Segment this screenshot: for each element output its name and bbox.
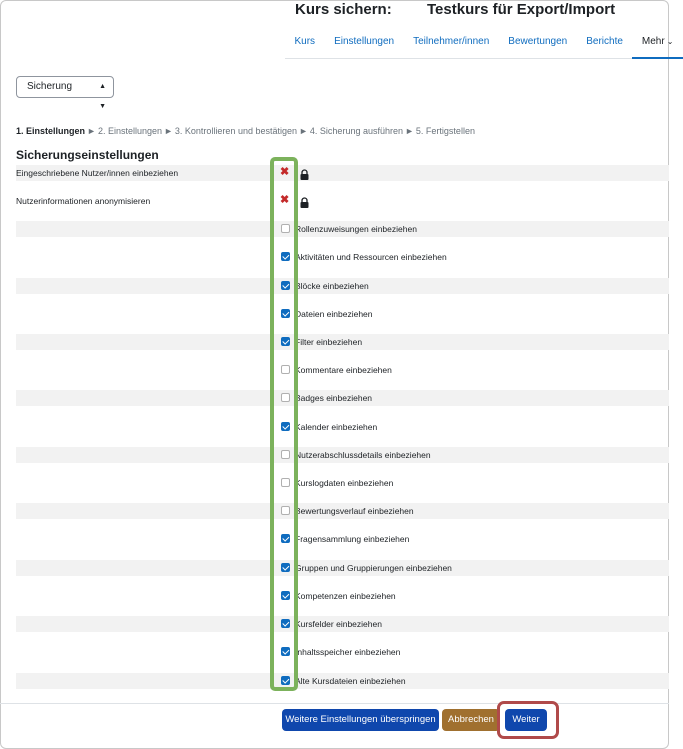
setting-checkbox[interactable]: [280, 590, 292, 602]
checkbox-checked[interactable]: [281, 281, 290, 290]
step-3: 3. Kontrollieren und bestätigen: [174, 126, 297, 136]
step-separator-icon: ►: [299, 126, 308, 136]
setting-option-label[interactable]: Inhaltsspeicher einbeziehen: [295, 647, 401, 657]
setting-option-label[interactable]: Kompetenzen einbeziehen: [295, 591, 396, 601]
setting-row: [16, 334, 669, 350]
setting-row: [16, 362, 669, 378]
setting-row: [16, 249, 669, 265]
checkbox-checked[interactable]: [281, 534, 290, 543]
setting-row: [16, 560, 669, 576]
course-name: Testkurs für Export/Import: [427, 1, 616, 18]
page-title-label: Kurs sichern:: [295, 1, 392, 18]
backup-steps-breadcrumb: [16, 126, 475, 136]
setting-row: [16, 447, 669, 463]
setting-row: [16, 475, 669, 491]
setting-option-label[interactable]: Fragensammlung einbeziehen: [295, 534, 410, 544]
setting-checkbox[interactable]: [280, 223, 292, 235]
checkbox-checked[interactable]: [281, 309, 290, 318]
select-arrows-icon: ▲ ▼: [99, 83, 106, 110]
checkbox-unchecked[interactable]: [281, 224, 290, 233]
setting-option-label[interactable]: Kalender einbeziehen: [295, 422, 378, 432]
lock-icon: [300, 195, 309, 206]
setting-checkbox[interactable]: [280, 421, 292, 433]
cross-icon: ✖: [280, 194, 290, 206]
setting-row: [16, 616, 669, 632]
setting-row: [16, 193, 669, 209]
setting-checkbox[interactable]: [280, 336, 292, 348]
setting-row: [16, 503, 669, 519]
setting-label: Nutzerinformationen anonymisieren: [16, 196, 151, 206]
setting-option-label[interactable]: Dateien einbeziehen: [295, 309, 373, 319]
step-5: 5. Fertigstellen: [415, 126, 475, 136]
setting-option-label[interactable]: Blöcke einbeziehen: [295, 281, 369, 291]
tab-bewertungen[interactable]: Bewertungen: [508, 36, 568, 47]
setting-row: [16, 644, 669, 660]
locked-setting: [280, 195, 292, 207]
setting-checkbox[interactable]: [280, 618, 292, 630]
setting-row: [16, 419, 669, 435]
checkbox-checked[interactable]: [281, 647, 290, 656]
tab-mehr[interactable]: [632, 29, 683, 59]
checkbox-checked[interactable]: [281, 252, 290, 261]
setting-checkbox[interactable]: [280, 308, 292, 320]
next-button[interactable]: Weiter: [505, 709, 547, 731]
setting-option-label[interactable]: Alte Kursdateien einbeziehen: [295, 676, 406, 686]
setting-row: [16, 306, 669, 322]
step-separator-icon: ►: [405, 126, 414, 136]
tab-kurs[interactable]: Kurs: [294, 36, 316, 47]
setting-checkbox[interactable]: [280, 251, 292, 263]
setting-option-label[interactable]: Kommentare einbeziehen: [295, 365, 392, 375]
tab-mehr-label: Mehr: [641, 36, 665, 47]
tab-berichte[interactable]: Berichte: [586, 36, 623, 47]
setting-row: [16, 165, 669, 181]
setting-option-label[interactable]: Gruppen und Gruppierungen einbeziehen: [295, 563, 452, 573]
step-2: 2. Einstellungen: [97, 126, 162, 136]
checkbox-unchecked[interactable]: [281, 393, 290, 402]
chevron-down-icon: ⌄: [666, 37, 674, 46]
step-separator-icon: ►: [163, 126, 173, 136]
step-separator-icon: ►: [87, 126, 96, 136]
checkbox-unchecked[interactable]: [281, 365, 290, 374]
checkbox-checked[interactable]: [281, 619, 290, 628]
setting-checkbox[interactable]: [280, 675, 292, 687]
locked-setting: [280, 167, 292, 179]
setting-checkbox[interactable]: [280, 477, 292, 489]
backup-mode-select-value: Sicherung: [27, 81, 73, 92]
setting-option-label[interactable]: Aktivitäten und Ressourcen einbeziehen: [295, 252, 447, 262]
checkbox-checked[interactable]: [281, 676, 290, 685]
checkbox-checked[interactable]: [281, 563, 290, 572]
setting-option-label[interactable]: Filter einbeziehen: [295, 337, 363, 347]
setting-checkbox[interactable]: [280, 364, 292, 376]
lock-icon: [300, 167, 309, 178]
checkbox-checked[interactable]: [281, 591, 290, 600]
checkbox-checked[interactable]: [281, 337, 290, 346]
setting-option-label[interactable]: Kurslogdaten einbeziehen: [295, 478, 394, 488]
setting-checkbox[interactable]: [280, 392, 292, 404]
checkbox-unchecked[interactable]: [281, 450, 290, 459]
setting-row: [16, 390, 669, 406]
setting-row: [16, 588, 669, 604]
setting-checkbox[interactable]: [280, 280, 292, 292]
secondary-navigation: [285, 29, 674, 59]
setting-checkbox[interactable]: [280, 562, 292, 574]
footer-divider: [0, 703, 669, 704]
setting-checkbox[interactable]: [280, 449, 292, 461]
step-1: 1. Einstellungen: [16, 126, 86, 136]
setting-option-label[interactable]: Bewertungsverlauf einbeziehen: [295, 506, 414, 516]
setting-row: [16, 531, 669, 547]
tab-teilnehmer[interactable]: Teilnehmer/innen: [413, 36, 490, 47]
setting-checkbox[interactable]: [280, 505, 292, 517]
checkbox-unchecked[interactable]: [281, 506, 290, 515]
checkbox-checked[interactable]: [281, 422, 290, 431]
setting-row: [16, 221, 669, 237]
setting-option-label[interactable]: Badges einbeziehen: [295, 393, 373, 403]
checkbox-unchecked[interactable]: [281, 478, 290, 487]
setting-checkbox[interactable]: [280, 646, 292, 658]
cross-icon: ✖: [280, 166, 290, 178]
setting-option-label[interactable]: Rollenzuweisungen einbeziehen: [295, 224, 417, 234]
setting-label: Eingeschriebene Nutzer/innen einbeziehen: [16, 168, 179, 178]
setting-checkbox[interactable]: [280, 533, 292, 545]
cancel-button[interactable]: Abbrechen: [442, 709, 500, 731]
skip-settings-button[interactable]: Weitere Einstellungen überspringen: [282, 709, 439, 731]
backup-mode-select[interactable]: [16, 76, 114, 110]
setting-row: [16, 673, 669, 689]
setting-option-label[interactable]: Kursfelder einbeziehen: [295, 619, 382, 629]
setting-row: [16, 278, 669, 294]
step-4: 4. Sicherung ausführen: [309, 126, 403, 136]
section-title: Sicherungseinstellungen: [16, 148, 159, 162]
tab-einstellungen[interactable]: Einstellungen: [334, 36, 395, 47]
setting-option-label[interactable]: Nutzerabschlussdetails einbeziehen: [295, 450, 431, 460]
